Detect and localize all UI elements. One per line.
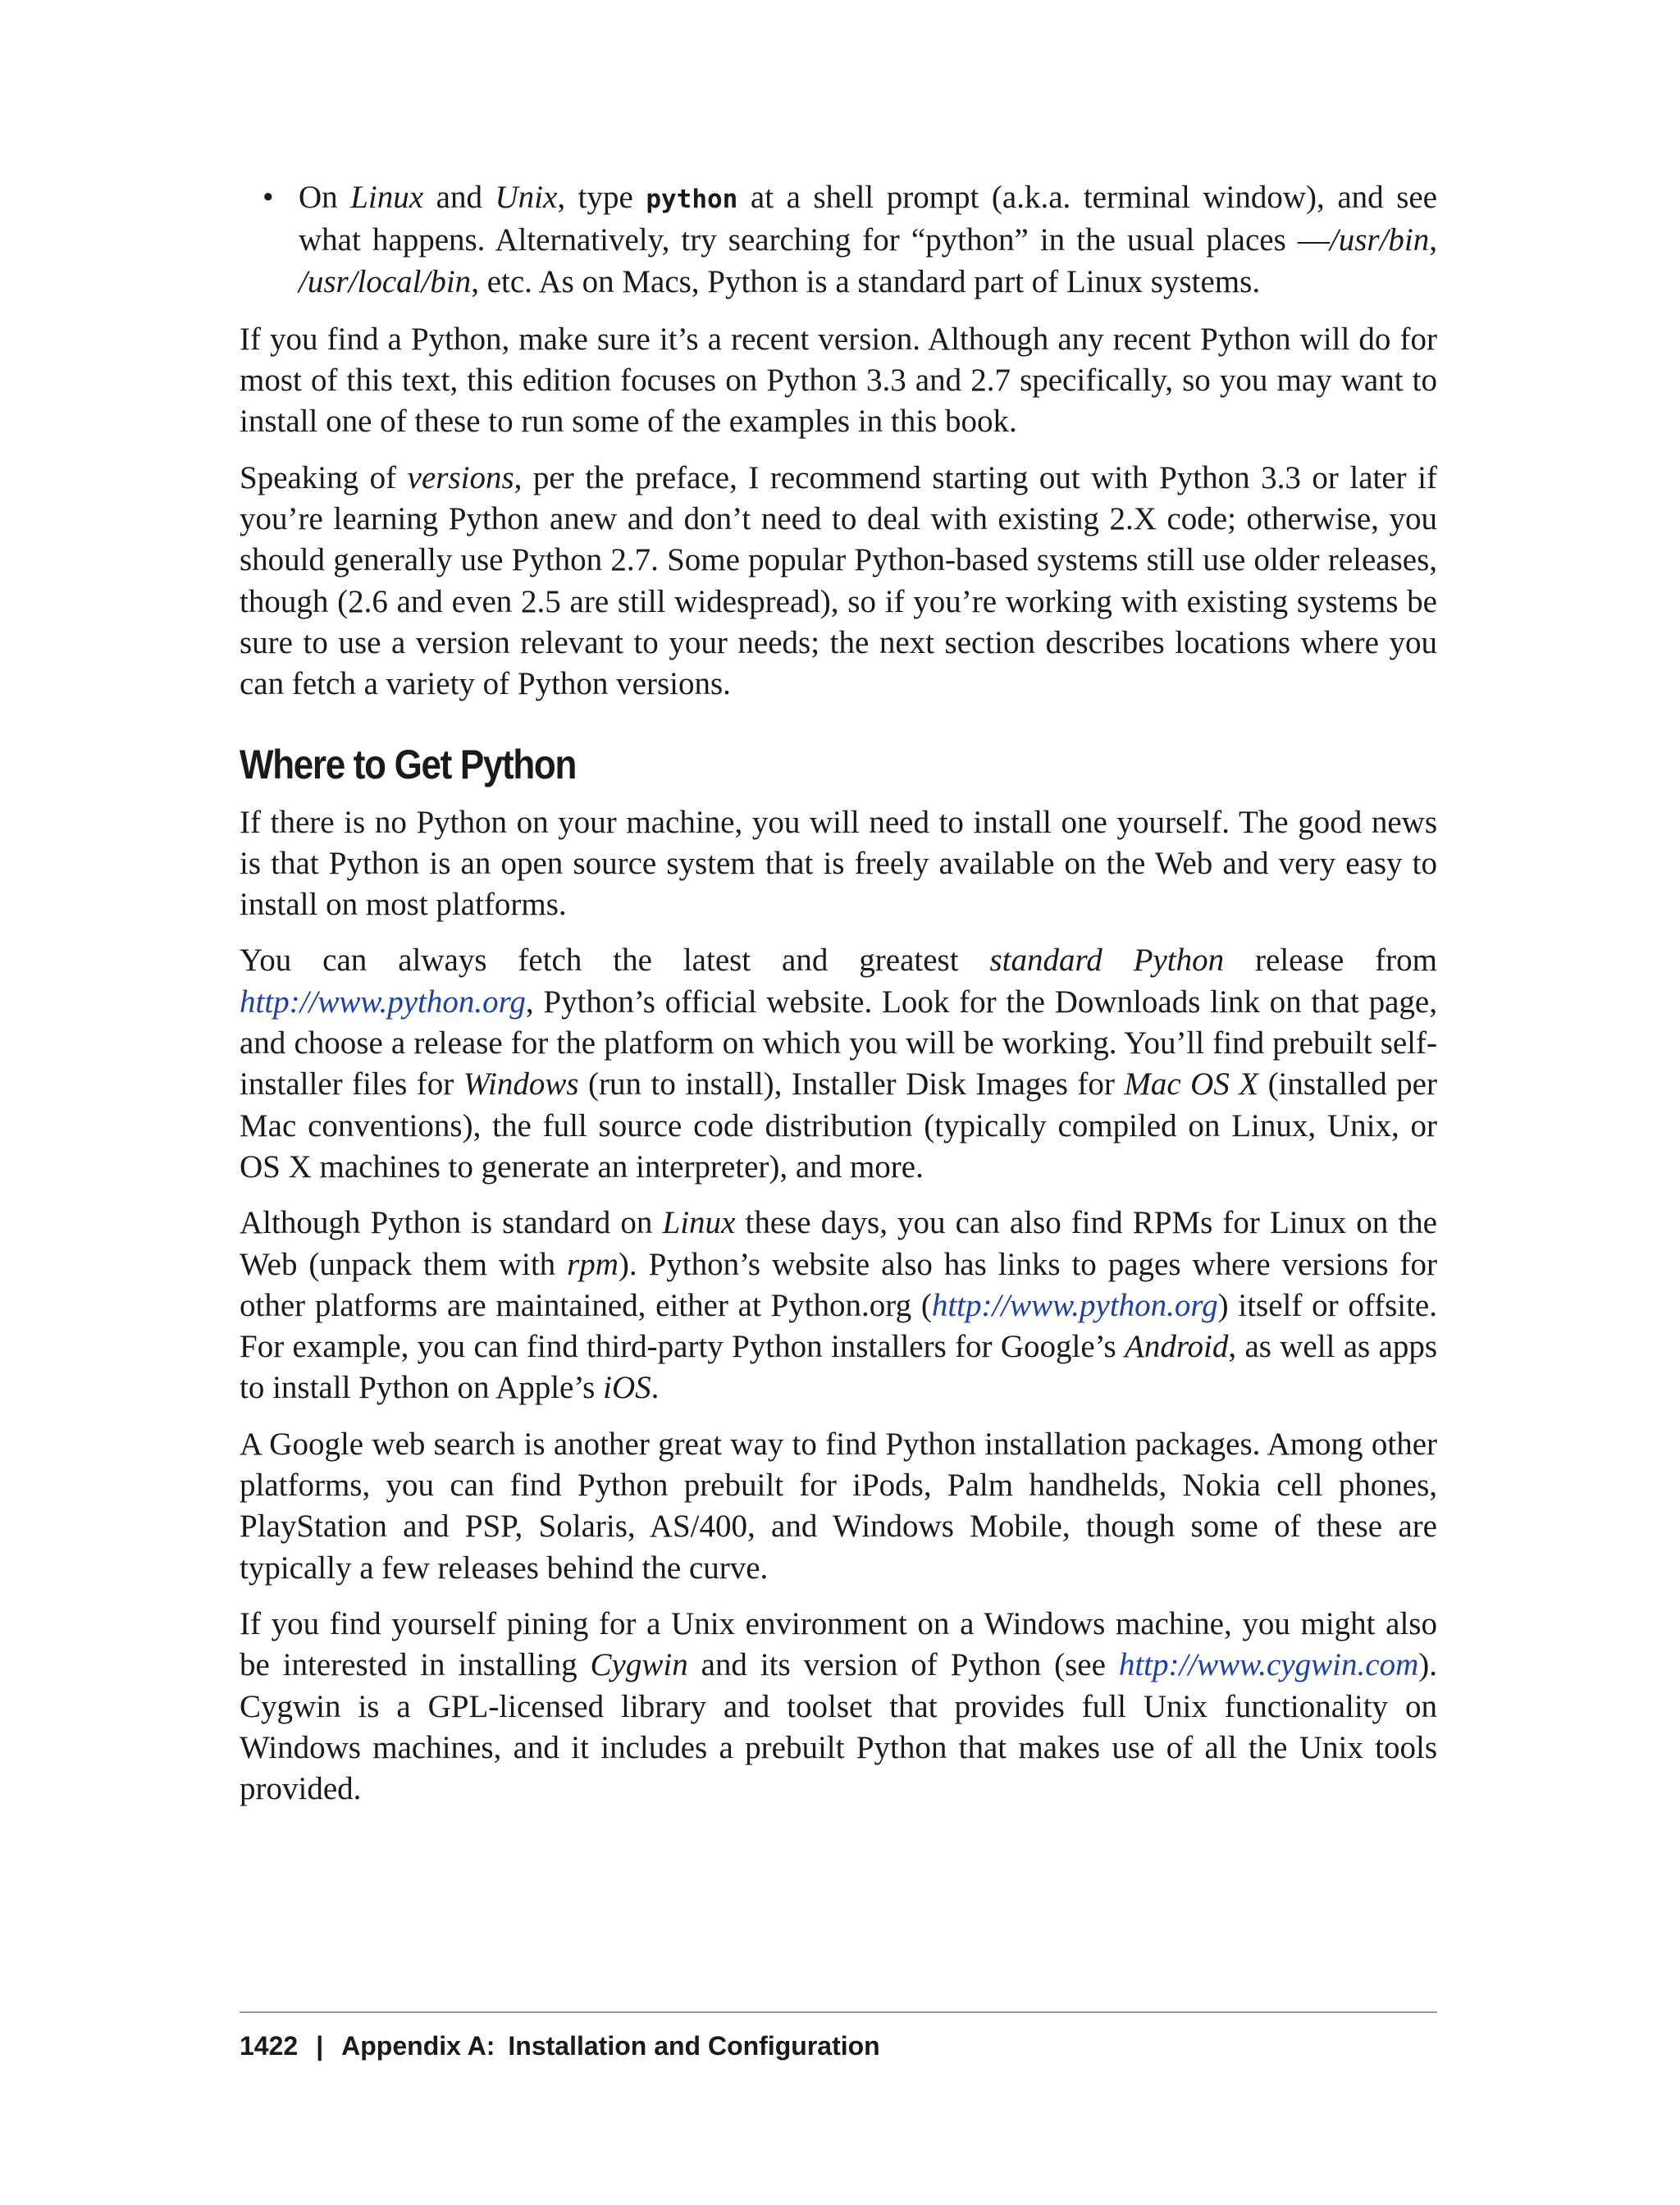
paragraph-linux-rpms: Although Python is standard on Linux these days, you can also find RPMs for Linux on the Web (unpack them with rpm). Python’s website also has links to pages where versions for other platforms are maintained, either at Python.org (http://www.python.org) itself or offsite. For example, you can find third-party Python installers for Google’s Android, as well as apps to install Python on Apple’s iOS. [240,1205,1437,1406]
footer-separator: | [316,2031,324,2061]
bullet-icon: • [262,180,274,215]
page-number: 1422 [240,2031,299,2061]
python-org-link-2[interactable]: http://www.python.org [931,1287,1218,1323]
section-heading: Where to Get Python [240,741,577,788]
paragraph-recent-version: If you find a Python, make sure it’s a recent version. Although any recent Python will do for most of this text, this edition focuses on Python 3.3 and 2.7 specifically, so you may want to install one of these to run some of the examples in this book. [240,321,1437,440]
paragraph-no-python: If there is no Python on your machine, you will need to install one yourself. The good news is that Python is an open source system that is freely available on the Web and very easy to install on most platforms. [240,804,1437,923]
paragraph-google-search: A Google web search is another great way to find Python installation packages. Among other platforms, you can find Python prebuilt for iPods, Palm handhelds, Nokia cell phones, PlayStation and PSP, Solaris, AS/400, and Windows Mobile, though some of these are typically a few releases behind the curve. [240,1426,1437,1586]
bullet-item-linux-unix: • On Linux and Unix, type python at a shell prompt (a.k.a. terminal window), and see what happens. Alternatively, try searching for “python” in the usual places —/usr/bin, /usr/local/bin, etc. As on Macs, Python is a standard part of Linux systems. [299,177,1437,303]
page-footer [240,2011,1437,2061]
python-org-link[interactable]: http://www.python.org [240,984,526,1020]
cygwin-link[interactable]: http://www.cygwin.com [1118,1647,1419,1683]
path-usr-local-bin: /usr/local/bin [299,263,472,299]
emphasis-unix: Unix [495,180,558,215]
page-body [240,177,1437,1824]
command-python: python [646,185,738,214]
bullet-list [240,177,1437,303]
path-usr-bin: /usr/bin [1329,222,1430,258]
paragraph-fetch-release: You can always fetch the latest and greatest standard Python release from http://www.python.org, Python’s official website. Look for the Downloads link on that page, and choose a release for the platform on which you will be working. You’ll find prebuilt self-installer files for Windows (run to install), Installer Disk Images for Mac OS X (installed per Mac conventions), the full source code distribution (typically compiled on Linux, Unix, or OS X machines to generate an interpreter), and more. [240,943,1437,1185]
paragraph-cygwin: If you find yourself pining for a Unix environment on a Windows machine, you might also be interested in installing Cygwin and its version of Python (see http://www.cygwin.com). Cygwin is a GPL-licensed library and toolset that provides full Unix functionality on Windows machines, and it includes a prebuilt Python that makes use of all the Unix tools provided. [240,1605,1437,1807]
paragraph-versions: Speaking of versions, per the preface, I recommend starting out with Python 3.3 or later if you’re learning Python anew and don’t need to deal with existing 2.X code; otherwise, you should generally use Python 2.7. Some popular Python-based systems still use older releases, though (2.6 and even 2.5 are still widespread), so if you’re working with existing systems be sure to use a version relevant to your needs; the next section describes locations where you can fetch a variety of Python versions. [240,459,1438,702]
chapter-title: Appendix A: Installation and Configuration [341,2031,880,2061]
emphasis-linux: Linux [350,180,424,215]
